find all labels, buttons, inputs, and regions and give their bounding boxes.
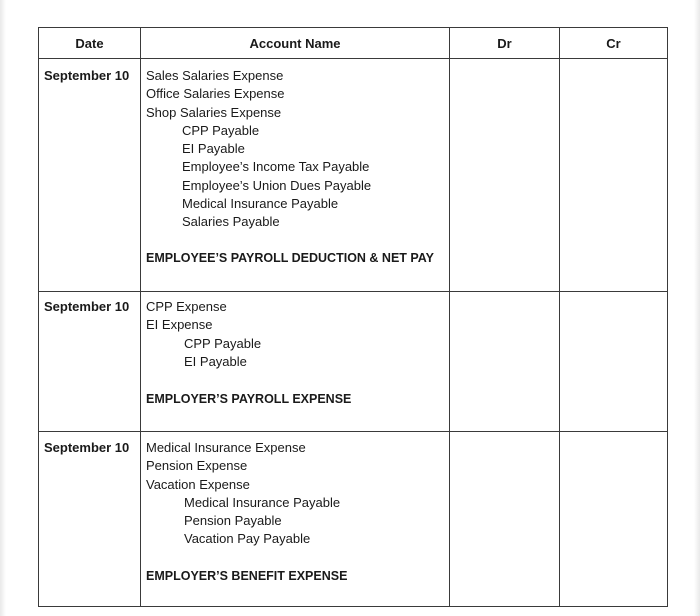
entry-3-memo: EMPLOYER’S BENEFIT EXPENSE — [146, 569, 348, 583]
credit-account: Medical Insurance Payable — [184, 494, 341, 510]
entry-2-accounts — [146, 298, 261, 371]
debit-account: Sales Salaries Expense — [146, 68, 284, 83]
debit-account: EI Expense — [146, 317, 213, 333]
debit-account: Vacation Expense — [146, 476, 250, 492]
entry-1-date: September 10 — [44, 68, 130, 83]
column-divider-account — [449, 28, 450, 606]
page-edge-right — [694, 0, 700, 616]
credit-account: CPP Payable — [184, 335, 262, 351]
debit-account: CPP Expense — [146, 299, 227, 314]
entry-3-accounts — [146, 439, 340, 549]
debit-account: Medical Insurance Expense — [146, 440, 306, 455]
journal-entry-table — [38, 27, 668, 607]
header-dr: Dr — [497, 36, 512, 51]
credit-account: Employee’s Union Dues Payable — [182, 177, 372, 193]
credit-account: Medical Insurance Payable — [182, 196, 339, 212]
column-divider-date — [140, 28, 141, 606]
row-divider-1 — [39, 291, 667, 292]
entry-2-date: September 10 — [44, 299, 130, 314]
credit-account: Vacation Pay Payable — [184, 531, 311, 547]
row-divider-2 — [39, 431, 667, 432]
entry-1-accounts — [146, 67, 371, 232]
credit-account: Employee’s Income Tax Payable — [182, 159, 370, 175]
credit-account: CPP Payable — [182, 122, 260, 138]
entry-3-date: September 10 — [44, 440, 130, 455]
column-divider-dr — [559, 28, 560, 606]
credit-account: Salaries Payable — [182, 214, 280, 230]
debit-account: Office Salaries Expense — [146, 86, 285, 102]
credit-account: EI Payable — [184, 353, 247, 369]
page-edge-left — [0, 0, 6, 616]
entry-1-memo: EMPLOYEE’S PAYROLL DEDUCTION & NET PAY — [146, 251, 435, 265]
header-date: Date — [75, 36, 104, 51]
credit-account: Pension Payable — [184, 513, 282, 529]
entry-2-memo: EMPLOYER’S PAYROLL EXPENSE — [146, 392, 352, 406]
debit-account: Pension Expense — [146, 458, 248, 474]
header-account-name: Account Name — [249, 36, 341, 51]
credit-account: EI Payable — [182, 141, 245, 157]
debit-account: Shop Salaries Expense — [146, 104, 282, 120]
header-cr: Cr — [606, 36, 621, 51]
